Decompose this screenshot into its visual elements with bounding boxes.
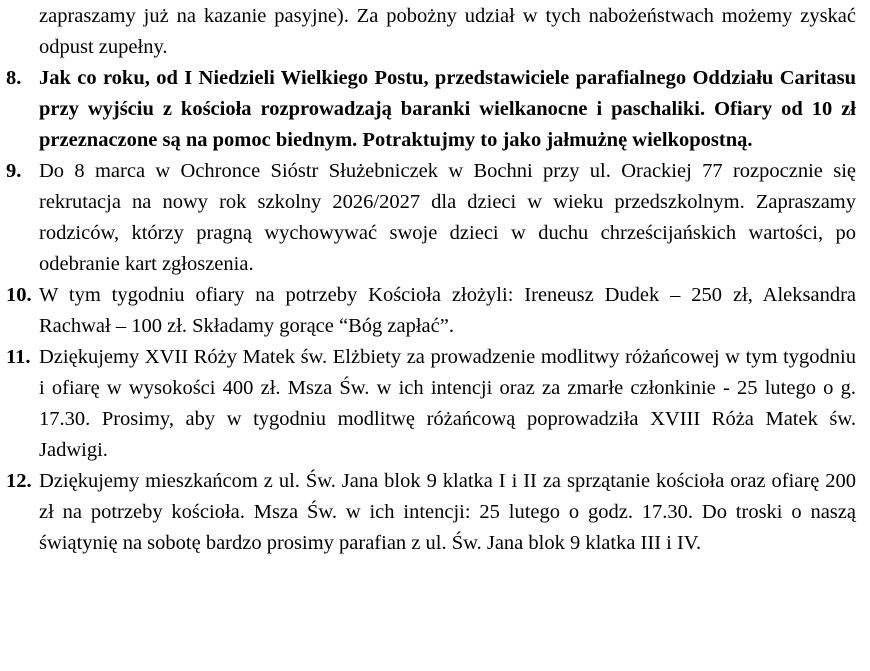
item-number: 11. [6,346,31,368]
announcement-item-9 [6,156,856,280]
item-number: 12. [6,470,32,492]
announcement-item-11 [6,342,856,466]
item-text: Dziękujemy XVII Róży Matek św. Elżbiety za prowadzenie modlitwy różańcowej w tym tygodniu i ofiarę w wysokości 400 zł. Msza Św. w ich intencji oraz za zmarłe członkinie - 25 lutego o g. 17.30. Prosimy, aby w tygodniu modlitwę różańcową poprowadziła XVIII Róża Matek św. Jadwigi. [39,346,856,461]
continuation-text: zapraszamy już na kazanie pasyjne). Za pobożny udział w tych nabożeństwach możemy zyskać odpust zupełny. [39,5,856,58]
item-text: W tym tygodniu ofiary na potrzeby Kościoła złożyli: Ireneusz Dudek – 250 zł, Aleksandra Rachwał – 100 zł. Składamy gorące “Bóg zapłać”. [39,284,856,337]
item-text: Jak co roku, od I Niedzieli Wielkiego Postu, przedstawiciele parafialnego Oddziału Caritasu przy wyjściu z kościoła rozprowadzają baranki wielkanocne i paschaliki. Ofiary od 10 zł przeznaczone są na pomoc biednym. Potraktujmy to jako jałmużnę wielkopostną. [39,67,856,151]
item-number: 9. [6,160,22,182]
item-text: Do 8 marca w Ochronce Sióstr Służebniczek w Bochni przy ul. Orackiej 77 rozpocznie się rekrutacja na nowy rok szkolny 2026/2027 dla dzieci w wieku przedszkolnym. Zapraszamy rodziców, którzy pragną wychowywać swoje dzieci w duchu chrześcijańskich wartości, po odebranie kart zgłoszenia. [39,160,856,275]
announcement-item-10 [6,280,856,342]
item-number: 10. [6,284,32,306]
item-text: Dziękujemy mieszkańcom z ul. Św. Jana blok 9 klatka I i II za sprzątanie kościoła oraz ofiarę 200 zł na potrzeby kościoła. Msza Św. w ich intencji: 25 lutego o godz. 17.30. Do troski o naszą świątynię na sobotę bardzo prosimy parafian z ul. Św. Jana blok 9 klatka III i IV. [39,470,856,554]
announcement-item-12 [6,466,856,559]
item-number: 8. [6,67,22,89]
announcement-item-8 [6,63,856,156]
